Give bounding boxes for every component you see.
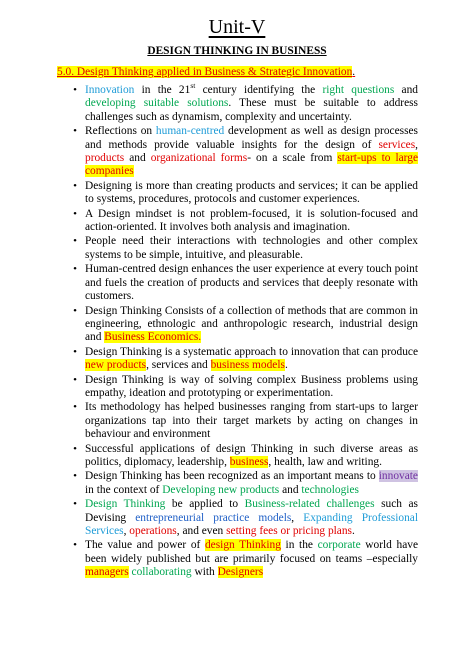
text-run: in the 21 [134, 84, 191, 96]
text-run: Human-centred design enhances the user experience at every touch point and fuels the creation of products and services that deeply resonate with customers. [85, 263, 418, 303]
text-run: Expanding Professional Services [85, 511, 419, 537]
text-run: developing suitable solutions [85, 97, 229, 110]
bullet-item [73, 498, 419, 538]
bullet-item [73, 345, 418, 373]
text-run: Business-related challenges [244, 498, 375, 511]
bullet-item [73, 179, 418, 207]
text-run: Design Thinking [85, 498, 166, 511]
text-run: Design Thinking has been recognized as an important means to [85, 470, 379, 483]
text-run: , [123, 525, 130, 537]
text-run: Design Thinking Consists of a collection of methods that are common in engineering, ethnologic and anthropologic research, industrial design and [85, 304, 418, 344]
text-run: century identifying the [195, 84, 323, 96]
text-run: human-centred [155, 125, 225, 138]
text-run: in the context of [85, 483, 163, 496]
bullet-icon: • [73, 207, 77, 220]
text-run: and [394, 84, 418, 96]
text-run: business [229, 455, 269, 468]
text-run: , [291, 511, 304, 524]
bullet-icon: • [73, 539, 77, 552]
text-run: setting fees or pricing plans [226, 525, 352, 537]
text-run: , health, law and writing. [268, 455, 382, 468]
bullet-icon: • [73, 304, 77, 317]
text-run: operations [129, 525, 177, 537]
text-run: , services and [146, 359, 211, 372]
text-run: innovate [378, 470, 418, 483]
document-heading: DESIGN THINKING IN BUSINESS [147, 45, 327, 57]
bullet-item [73, 304, 418, 345]
text-run: . [352, 525, 355, 537]
text-run: and [124, 152, 151, 165]
bullet-icon: • [73, 179, 77, 192]
bullet-icon: • [73, 442, 77, 455]
bullet-item [73, 539, 418, 579]
text-run: managers [85, 566, 129, 579]
text-run: technologies [301, 483, 359, 496]
bullet-icon: • [73, 401, 77, 414]
bullet-item [73, 81, 418, 124]
bullet-list [73, 81, 419, 581]
bullet-item [73, 125, 419, 179]
section-heading-period: . [352, 66, 356, 78]
text-run: Developing new products [162, 483, 280, 496]
section-heading-text: 5.0. Design Thinking applied in Business & Strategic Innovation [57, 66, 353, 78]
text-run: Design Thinking is way of solving complex Business problems using empathy, ideation and prototyping or experimentation. [85, 373, 418, 399]
text-run: Innovation [85, 84, 135, 96]
text-run: and [279, 483, 302, 496]
text-run: Designers [217, 566, 264, 579]
text-run: start-ups to large companies [85, 152, 419, 178]
text-run: services [378, 138, 416, 151]
text-run: with [191, 566, 218, 579]
text-run: in the [280, 539, 318, 552]
bullet-icon: • [73, 235, 77, 248]
bullet-icon: • [73, 263, 77, 276]
text-run: right questions [322, 84, 395, 96]
bullet-item [73, 263, 418, 303]
text-run: such as Devising [85, 498, 418, 524]
text-run: - on a scale from [247, 152, 338, 165]
text-run: corporate [317, 539, 361, 552]
text-run: new products [85, 359, 147, 372]
bullet-item [73, 373, 418, 401]
bullet-item [73, 235, 418, 262]
text-run: Reflections on [85, 125, 156, 138]
bullet-icon: • [73, 498, 77, 511]
bullet-icon: • [73, 373, 77, 386]
text-run: People need their interactions with technologies and other complex systems to be simple, intuitive, and pleasurable. [85, 235, 418, 261]
bullet-item [73, 401, 418, 441]
text-run: A Design mindset is not problem-focused, it is solution-focused and action-oriented. It involves both analysis and imagination. [85, 207, 418, 234]
text-run: Successful applications of design Thinking in such diverse areas as politics, diplomacy, leadership, [85, 442, 418, 468]
bullet-icon: • [73, 84, 77, 96]
section-heading [57, 66, 355, 78]
text-run: entrepreneurial practice models [135, 511, 292, 524]
bullet-item [73, 207, 418, 235]
unit-title: Unit-V [208, 16, 266, 38]
text-run: design Thinking [204, 539, 281, 552]
text-run: The value and power of [85, 539, 205, 552]
text-run: world have been widely published but are primarily focused on teams –especially [85, 539, 418, 565]
text-run: business models [210, 359, 285, 372]
bullet-item [73, 442, 418, 470]
text-run: , and even [176, 525, 227, 537]
text-run: . These must be suitable to address challenges such as dynamism, complexity and uncertainty. [85, 97, 418, 123]
text-run: Designing is more than creating products and services; it can be applied to systems, procedures, protocols and customer experiences. [85, 179, 418, 206]
superscript: st [190, 81, 196, 91]
text-run: , [415, 138, 418, 151]
text-run: be applied to [165, 498, 245, 511]
text-run: organizational forms [150, 152, 248, 165]
text-run: collaborating [131, 566, 192, 579]
text-run: Business Economics. [104, 331, 202, 344]
text-run: . [284, 359, 288, 372]
bullet-icon: • [73, 470, 77, 483]
text-run: Its methodology has helped businesses ranging from start-ups to larger organizations tap into their target markets by acting on changes in behaviour and environment [85, 401, 418, 441]
bullet-icon: • [73, 125, 77, 138]
text-run: development as well as design processes and methods provide valuable insights for the design of [85, 125, 418, 151]
bullet-icon: • [73, 345, 77, 358]
text-run: products [85, 152, 125, 165]
bullet-item [73, 470, 418, 497]
text-run: Design Thinking is a systematic approach to innovation that can produce [85, 345, 418, 358]
